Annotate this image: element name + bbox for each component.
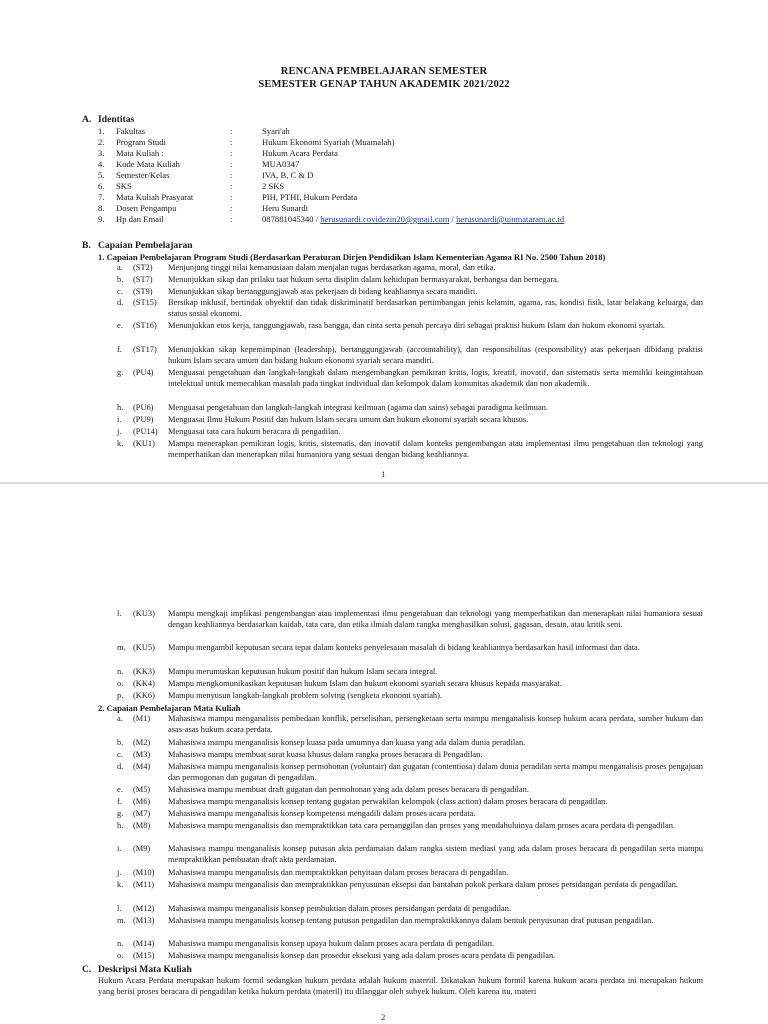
identity-row-value: Heru Sunardi — [262, 203, 309, 213]
identity-row-value: 2 SKS — [262, 181, 285, 191]
subsection-prodi-heading: 1. Capaian Pembelajaran Program Studi (Berdasarkan Peraturan Dirjen Pendidikan Islam Kementerian Agama RI No. 2500 Tahun 2018) — [98, 252, 606, 262]
identity-row-label: Program Studi — [116, 137, 166, 147]
identity-row — [0, 137, 768, 148]
item-letter: d. — [117, 762, 124, 771]
identity-row — [0, 203, 768, 214]
item-letter: l. — [117, 904, 122, 913]
identity-row-value: Hukum Acara Perdata — [262, 148, 338, 158]
item-code: (KU3) — [133, 609, 155, 618]
item-code: (ST15) — [133, 298, 157, 307]
item-code: (M6) — [133, 797, 151, 806]
item-letter: k. — [117, 880, 124, 889]
item-code: (KK3) — [133, 667, 155, 676]
item-text: Mahasiswa mampu menganalisis dan mempraktikkan penyusunan eksepsi dan bantahan pokok perkara dalam proses persidangan perdata di pengadilan. — [168, 880, 679, 889]
document-title: RENCANA PEMBELAJARAN SEMESTER — [280, 66, 488, 77]
item-code: (KK4) — [133, 679, 155, 688]
item-letter: m. — [117, 916, 126, 925]
identity-row — [0, 148, 768, 159]
item-text: Mahasiswa mampu menganalisis konsep tentang putusan pengadilan dan mempraktikkannya dalam bentuk penyusunan draf putusan pengadilan. — [168, 916, 654, 925]
identity-row-number: 6. — [98, 181, 105, 191]
item-letter: e. — [117, 321, 123, 330]
identity-row-value: IVA, B, C & D — [262, 170, 314, 180]
item-text: Menguasai tata cara hukum beracara di pengadilan. — [168, 427, 341, 436]
item-code: (M11) — [133, 880, 155, 889]
item-code: (ST16) — [133, 321, 157, 330]
item-code: (M14) — [133, 939, 155, 948]
identity-row-value: Hukum Ekonomi Syariah (Muamalah) — [262, 137, 395, 147]
identity-row — [0, 214, 768, 225]
identity-row-colon: : — [230, 148, 233, 158]
identity-row-label: SKS — [116, 181, 132, 191]
item-code: (PU9) — [133, 415, 154, 424]
item-code: (M15) — [133, 951, 155, 960]
item-text: Menunjukkan sikap dan prilaku taat hukum serta disiplin dalam kehidupan bermasyarakat, berbangsa dan bernegara. — [168, 275, 559, 284]
identity-row-colon: : — [230, 214, 233, 224]
item-text: Mahasiswa mampu menganalisis dan mempraktikkan penyitaan dalam proses beracara di pengadilan. — [168, 868, 509, 877]
section-a-heading: Identitas — [98, 114, 135, 125]
identity-row-colon: : — [230, 181, 233, 191]
item-code: (M12) — [133, 904, 155, 913]
identity-row-number: 2. — [98, 137, 105, 147]
section-b-heading: Capaian Pembelajaran — [98, 240, 193, 251]
identity-row-value: Syari'ah — [262, 126, 290, 136]
item-text: Menunjukkan sikap kepemimpinan (leadership), bertanggungjawab (accountability), dan responsibilitas (responsibility) atas pekerjaan dibidang praktisi hukum Islam secara umum dan bidang hukum ekonomi syariah secara mandiri. — [168, 345, 703, 365]
item-text: Mahasiswa mampu menganalisis konsep permohonan (voluntair) dan gugatan (contentiosa) dalam dunia peradilan serta mampu menganalisis proses pengajuan dan permogonan dan gugatan di pengadilan. — [168, 762, 703, 782]
item-code: (PU4) — [133, 368, 154, 377]
item-letter: b. — [117, 738, 124, 747]
item-letter: l. — [117, 609, 122, 618]
item-letter: o. — [117, 951, 124, 960]
item-letter: g. — [117, 809, 124, 818]
item-letter: c. — [117, 287, 123, 296]
item-text: Mampu menerapkan pemikiran logis, kritis, sistematis, dan inovatif dalam konteks pengembangan atau implementasi ilmu pengetahuan dan teknologi yang memperhatikan dan menerapkan nilai humaniora yang sesuai dengan bidang keahliannya. — [168, 439, 703, 459]
item-code: (M1) — [133, 714, 151, 723]
course-description: Hukum Acara Perdata merupakan hukum formil sedangkan hukum perdata adalah hukum materiil. Dikatakan hukum formil karena hukum acara perdata ini merupakan hukum yang berisi proses beracara di pengadilan ketika hukum perdata (materil) itu dilanggar oleh subyek hukum. Oleh karena itu, materi — [98, 976, 703, 996]
identity-row-number: 5. — [98, 170, 105, 180]
item-text: Mahasiswa mampu menganalisis pembedaan konflik, perselisihan, persengketaan serta mampu menganalisis konsep hukum acara perdata, sumber hukum dan asas-asas hukum acara perdata. — [168, 714, 703, 734]
identity-row-colon: : — [230, 203, 233, 213]
section-c-heading: Deskripsi Mata Kuliah — [98, 964, 192, 975]
item-text: Mahasiswa mampu menganalisis konsep putusan akta perdamaian dalam rangka sistem mediasi yang ada dalam proses beracara di pengadilan serta mampu mempraktikkan pembuatan draft akta perdamaian. — [168, 844, 703, 864]
email-separator: / — [449, 214, 457, 224]
section-c-letter: C. — [82, 964, 92, 975]
page-number-2: 2 — [381, 1012, 386, 1022]
item-code: (KU5) — [133, 643, 155, 652]
identity-row-colon: : — [230, 126, 233, 136]
identity-row-label: Semester/Kelas — [116, 170, 170, 180]
item-code: (ST9) — [133, 287, 153, 296]
item-text: Mahasiswa mampu menganalisis konsep pembuktian dalam proses persidangan perdata di pengadilan. — [168, 904, 512, 913]
item-letter: i. — [117, 415, 122, 424]
item-code: (PU6) — [133, 403, 154, 412]
item-text: Mahasiswa mampu menganalisis konsep kompetensi mengadili dalam proses acara perdata. — [168, 809, 476, 818]
item-letter: j. — [117, 868, 122, 877]
section-a-letter: A. — [82, 114, 92, 125]
item-letter: n. — [117, 667, 124, 676]
item-text: Mampu mengkaji implikasi pengembangan atau implementasi ilmu pengetahuan dan teknologi yang memperhatikan dan menerapkan nilai humaniora sesuai dengan keahliannya berdasarkan kaidah, tata cara, dan etika ilmiah dalam rangka menghasilkan solusi, gagasan, desain, atau kritik seni. — [168, 609, 703, 629]
email-link-university[interactable]: herusunardi@uinmataram.ac.id — [456, 214, 565, 224]
item-letter: f. — [117, 345, 122, 354]
item-letter: o. — [117, 679, 124, 688]
item-text: Menguasai pengetahuan dan langkah-langkah integrasi keilmuan (agama dan sains) sebagai paradigma keilmuan. — [168, 403, 548, 412]
item-text: Mahasiswa mampu menganalisis konsep tentang gugatan perwakilan kelompok (class action) dalam proses beracara di pengadilan. — [168, 797, 608, 806]
item-text: Mahasiswa mampu membuat surat kuasa khusus dalam rangka proses beracara di Pengadilan. — [168, 750, 483, 759]
identity-row-colon: : — [230, 137, 233, 147]
identity-row-value: MUA0347 — [262, 159, 300, 169]
item-letter: i. — [117, 844, 122, 853]
identity-row-number: 4. — [98, 159, 105, 169]
identity-row-label: Hp dan Email — [116, 214, 164, 224]
item-letter: n. — [117, 939, 124, 948]
identity-row — [0, 170, 768, 181]
item-code: (M2) — [133, 738, 151, 747]
item-code: (M8) — [133, 821, 151, 830]
document-page-1 — [0, 0, 768, 484]
document-page-2 — [0, 484, 768, 1024]
item-letter: h. — [117, 821, 124, 830]
identity-row-value — [262, 214, 564, 224]
item-letter: p. — [117, 691, 124, 700]
item-letter: e. — [117, 785, 123, 794]
item-text: Menjunjung tinggi nilai kemanusiaan dalam menjalan tugas berdasarkan agama, moral, dan etika. — [168, 263, 496, 272]
identity-row — [0, 159, 768, 170]
identity-row-colon: : — [230, 192, 233, 202]
item-code: (M4) — [133, 762, 151, 771]
item-code: (PU14) — [133, 427, 158, 436]
item-letter: a. — [117, 714, 123, 723]
document-subtitle: SEMESTER GENAP TAHUN AKADEMIK 2021/2022 — [258, 79, 510, 90]
item-letter: h. — [117, 403, 124, 412]
identity-row — [0, 192, 768, 203]
item-text: Menunjukkan sikap bertanggungjawab atas pekerjaan di bidang keahliannya secara mandiri. — [168, 287, 478, 296]
item-code: (ST7) — [133, 275, 153, 284]
item-text: Menguasai pengetahuan dan langkah-langkah dalam mengembangkan pemikiran kritis, logis, kreatif, inovatif, dan sistematis serta memiliki keingintahuan intelektual untuk memecahkan masalah pada tingkat individual dan kelompok dalam komunitas akademik dan non akademik. — [168, 368, 703, 388]
item-code: (M5) — [133, 785, 151, 794]
item-text: Bersikap inklusif, bertindak obyektif dan tidak diskriminatif berdasarkan pertimbangan jenis kelamin, agama, ras, kondisi fisik, latar belakang keluarga, dan status sosial ekonomi. — [168, 298, 703, 318]
item-code: (M7) — [133, 809, 151, 818]
item-text: Mahasiswa mampu menganalisis konsep dan prosedur eksekusi yang ada dalam proses acara perdata di pengadilan. — [168, 951, 556, 960]
subsection-mk-heading: 2. Capaian Pembelajaran Mata Kuliah — [98, 703, 241, 713]
item-letter: g. — [117, 368, 124, 377]
identity-row-label: Fakultas — [116, 126, 146, 136]
item-code: (ST2) — [133, 263, 153, 272]
section-b-letter: B. — [82, 240, 91, 251]
item-text: Mampu merumuskan keputusan hukum positif dan hukum Islam secara integral. — [168, 667, 438, 676]
email-link-gmail[interactable]: herusunardi.covidezin20@gmail.com — [320, 214, 450, 224]
page-number-1: 1 — [381, 469, 386, 479]
identity-row-label: Mata Kuliah : — [116, 148, 164, 158]
item-letter: m. — [117, 643, 126, 652]
identity-row-number: 8. — [98, 203, 105, 213]
item-code: (KU1) — [133, 439, 155, 448]
identity-row-label: Kode Mata Kuliah — [116, 159, 180, 169]
item-text: Menguasai Ilmu Hukum Positif dan hukum Islam secara umum dan hukum ekonomi syariah secara khusus. — [168, 415, 529, 424]
identity-row-colon: : — [230, 170, 233, 180]
item-text: Mahasiswa mampu membuat draft gugatan dan permohonan yang ada dalam proses beracara di pengadilan. — [168, 785, 529, 794]
identity-row-label: Mata Kuliah Prasyarat — [116, 192, 194, 202]
item-text: Mampu menyusun langkah-langkah problem solving (sengketa ekonomi syariah). — [168, 691, 442, 700]
item-text: Mahasiswa mampu menganalisis dan mempraktikkan tata cara pemanggilan dan proses yang mendahuluinya dalam proses acara perdata di pengadilan. — [168, 821, 675, 830]
item-code: (M13) — [133, 916, 155, 925]
identity-row-number: 3. — [98, 148, 105, 158]
item-letter: k. — [117, 439, 124, 448]
identity-row-label: Dosen Pengampu — [116, 203, 177, 213]
item-code: (M10) — [133, 868, 155, 877]
item-letter: f. — [117, 797, 122, 806]
identity-row-value: PIH, PTHI, Hukum Perdata — [262, 192, 358, 202]
item-code: (ST17) — [133, 345, 157, 354]
item-letter: d. — [117, 298, 124, 307]
identity-row-colon: : — [230, 159, 233, 169]
item-letter: a. — [117, 263, 123, 272]
identity-row-number: 7. — [98, 192, 105, 202]
item-text: Mampu mengambil keputusan secara tepat dalam konteks penyelesaian masalah di bidang keahliannya berdasarkan hasil informasi dan data. — [168, 643, 640, 652]
item-letter: b. — [117, 275, 124, 284]
identity-row-number: 1. — [98, 126, 105, 136]
identity-row — [0, 181, 768, 192]
item-text: Mahasiswa mampu menganalisis konsep kuasa pada umumnya dan kuasa yang ada dalam dunia peradilan. — [168, 738, 526, 747]
phone-number: 087881045340 / — [262, 214, 321, 224]
item-code: (M3) — [133, 750, 151, 759]
item-text: Menunjukkan etos kerja, tanggungjawab, rasa bangga, dan cinta serta penuh percaya diri sebagai praktisi hukum Islam dan hukum ekonomi syariah. — [168, 321, 665, 330]
item-code: (M9) — [133, 844, 151, 853]
identity-row — [0, 126, 768, 137]
identity-row-number: 9. — [98, 214, 105, 224]
item-code: (KK6) — [133, 691, 155, 700]
item-letter: c. — [117, 750, 123, 759]
item-text: Mahasiswa mampu menganalisis konsep upaya hukum dalam proses acara perdata di pengadilan. — [168, 939, 495, 948]
item-text: Mampu mengkomunikasikan keputusan hukum Islam dan hukum ekonomi syariah secara khusus kepada masyarakat. — [168, 679, 562, 688]
item-letter: j. — [117, 427, 122, 436]
